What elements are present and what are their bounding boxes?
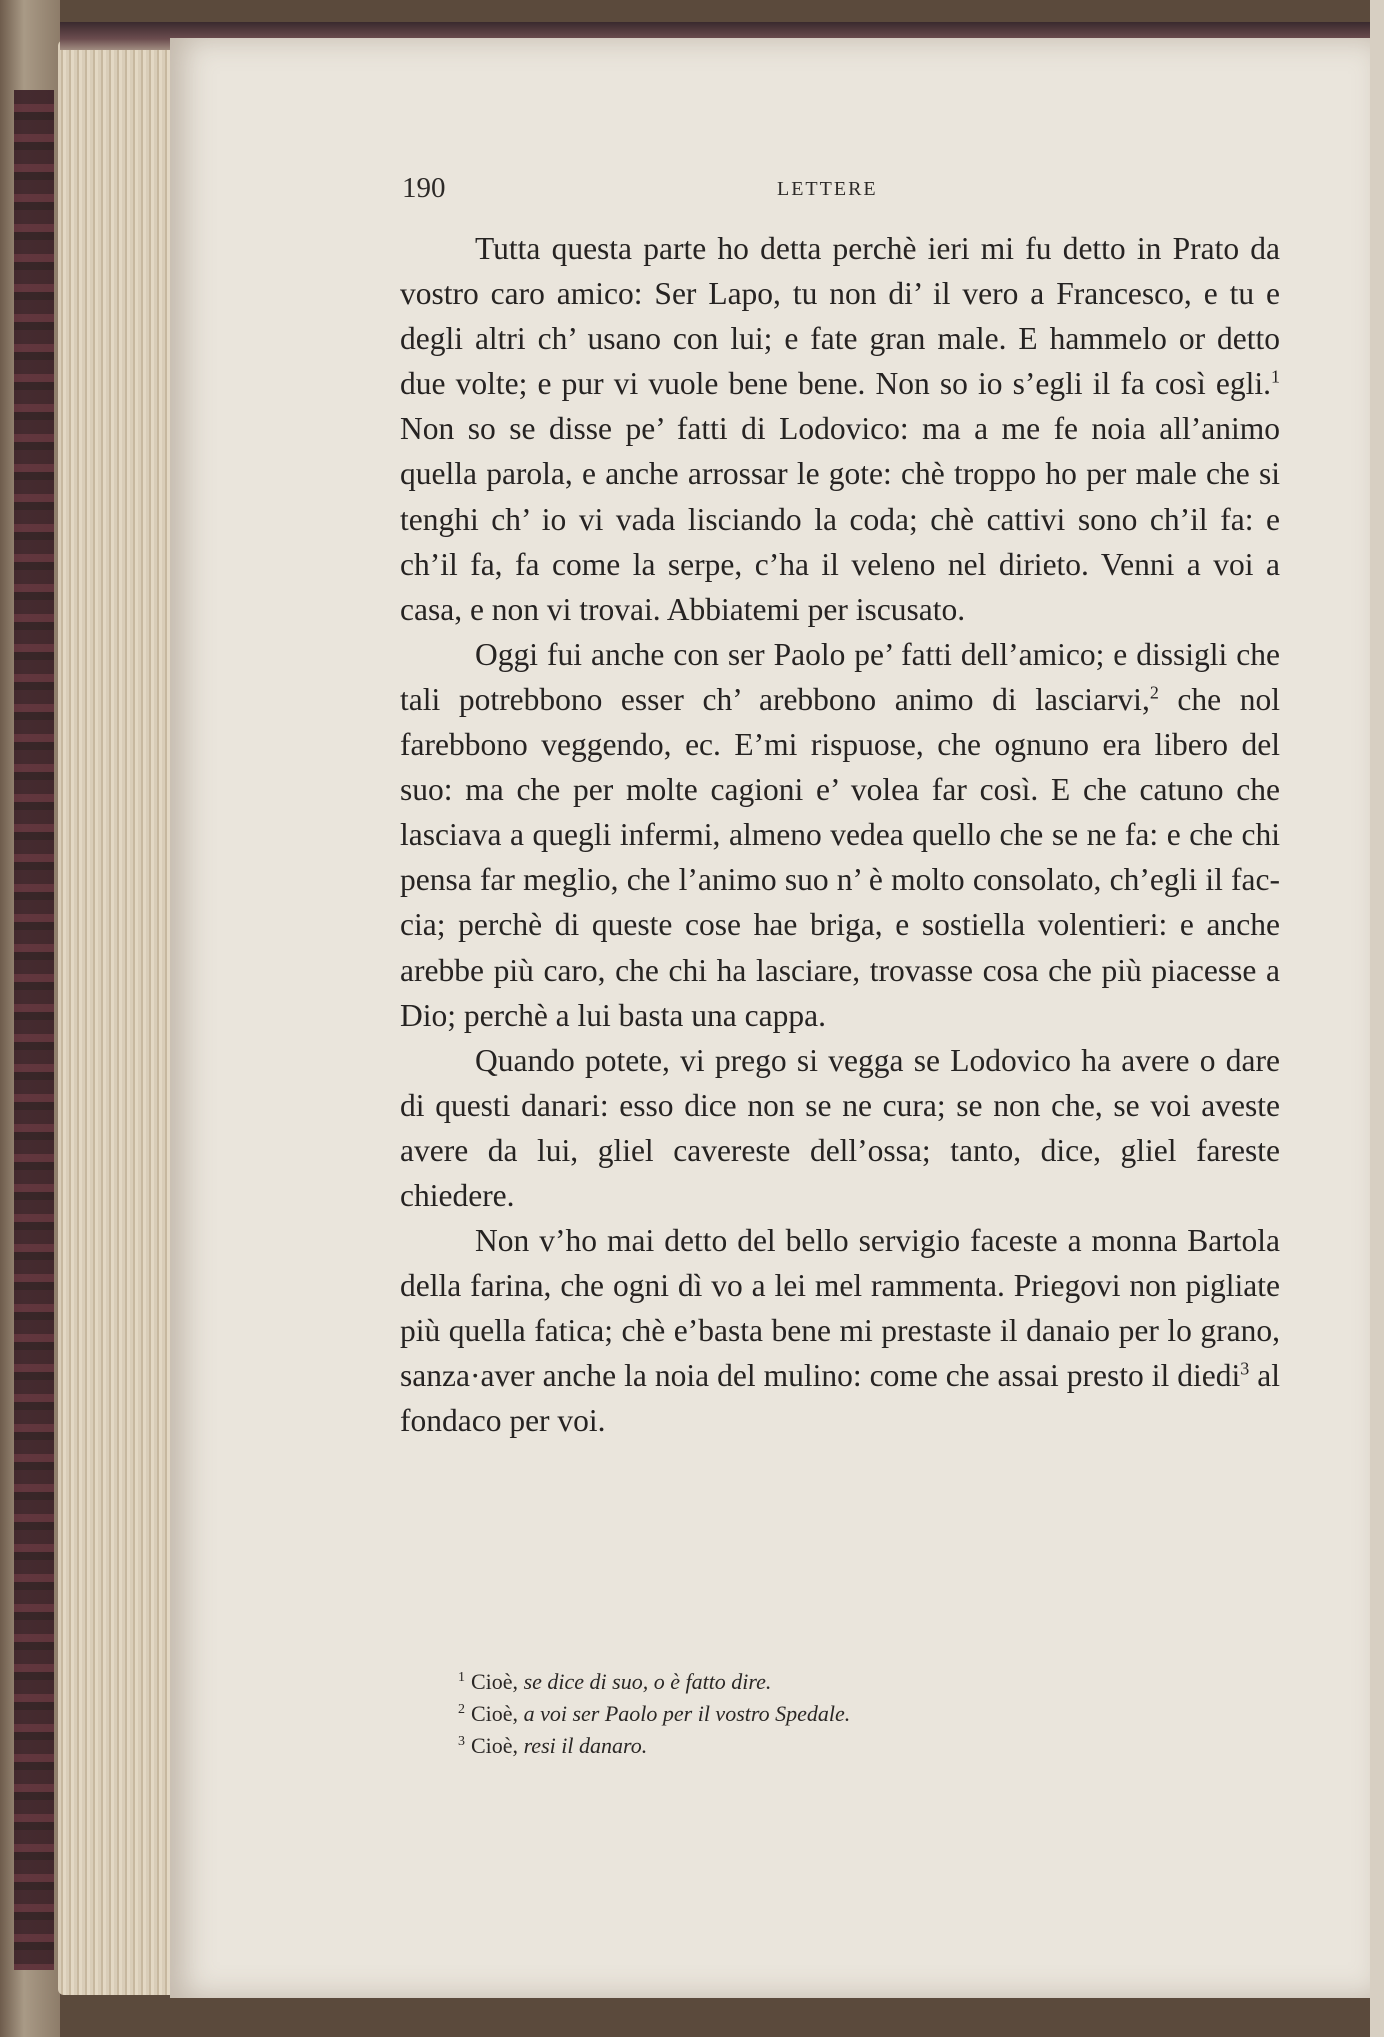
page-number: 190 [402,172,446,204]
footnote-lead: Cioè, [471,1701,524,1726]
paragraph [400,1038,1280,1218]
paragraph [400,1218,1280,1443]
paragraph-text: che nol farebbono veggendo, ec. E’mi rispuose, che ognuno era libero del suo: ma che per molte cagioni e’ volea far così. E che catuno che lasciava a quegli infermi, almeno vedea quello che se ne fa: e che chi pensa far meglio, che l’animo suo n’ è molto consolato, ch’egli il faccia; perchè di queste cose hae briga, e sostiella volentieri: e anche arebbe più caro, che chi ha lasciare, trovasse cosa che più piacesse a Dio; perchè a lui basta una cappa. [400,681,1281,1033]
paragraph-text: al fondaco per voi. [400,1358,1281,1439]
footnote-reference: 1 [1271,366,1280,387]
footnote [458,1698,1158,1730]
footnote-number: 3 [458,1733,465,1749]
footnote-reference: 3 [1240,1358,1250,1379]
body-text [400,226,1280,1444]
running-title: LETTERE [777,178,878,200]
paragraph-text: Non v’ho mai detto del bello servigio faceste a monna Bartola della farina, che ogni dì vo a lei mel rammenta. Priegovi non pigliate più quella fatica; chè e’basta bene mi prestaste il danaio per lo grano, sanza·aver anche la noia del mulino: come che assai presto il diedi [400,1223,1280,1394]
paragraph-text: Quando potete, vi prego si vegga se Lodovico ha avere o dare di questi danari: esso dice non se ne cura; se non che, se voi aveste avere da lui, gliel cavereste dell’ossa; tanto, dice, gliel fareste chiedere. [400,1042,1280,1213]
footnotes [458,1666,1158,1762]
footnote-text: resi il danaro. [523,1733,648,1758]
footnote-lead: Cioè, [471,1669,524,1694]
footnote-reference: 2 [1149,682,1159,703]
paragraph [400,632,1280,1038]
footnote [458,1666,1158,1698]
paragraph-text: Non so se disse pe’ fatti di Lodovico: ma a me fe noia all’animo quella parola, e anche arrossar le gote: chè troppo ho per male che si tenghi ch’ io vi vada lisciando la coda; chè cattivi sono ch’il fa: e ch’il fa, fa come la serpe, c’ha il veleno nel dirieto. Venni a voi a casa, e non vi trovai. Abbiatemi per iscusato. [400,411,1280,627]
footnote-lead: Cioè, [471,1733,524,1758]
footnote-text: a voi ser Paolo per il vostro Spedale. [523,1701,851,1726]
paragraph-text: Oggi fui anche con ser Paolo pe’ fatti dell’amico; e dissigli che tali potrebbono esser ch’ arebbono animo di lasciarvi, [400,636,1280,717]
paragraph-text: Tutta questa parte ho detta perchè ieri mi fu detto in Prato da vostro caro amico: Ser Lapo, tu non di’ il vero a Francesco, e tu e degli altri ch’ usano con lui; e fate gran male. E hammelo or detto due volte; e pur vi vuole bene bene. Non so io s’egli il fa così egli. [400,231,1280,402]
footnote-number: 2 [458,1701,465,1717]
footnote-number: 1 [458,1669,465,1685]
paragraph [400,226,1280,632]
footnote [458,1730,1158,1762]
book-binding [14,90,54,1970]
adjacent-page-edge [1370,0,1384,2037]
footnote-text: se dice di suo, o è fatto dire. [523,1669,772,1694]
running-head [402,172,1282,212]
page-stack-edge [58,40,188,1995]
